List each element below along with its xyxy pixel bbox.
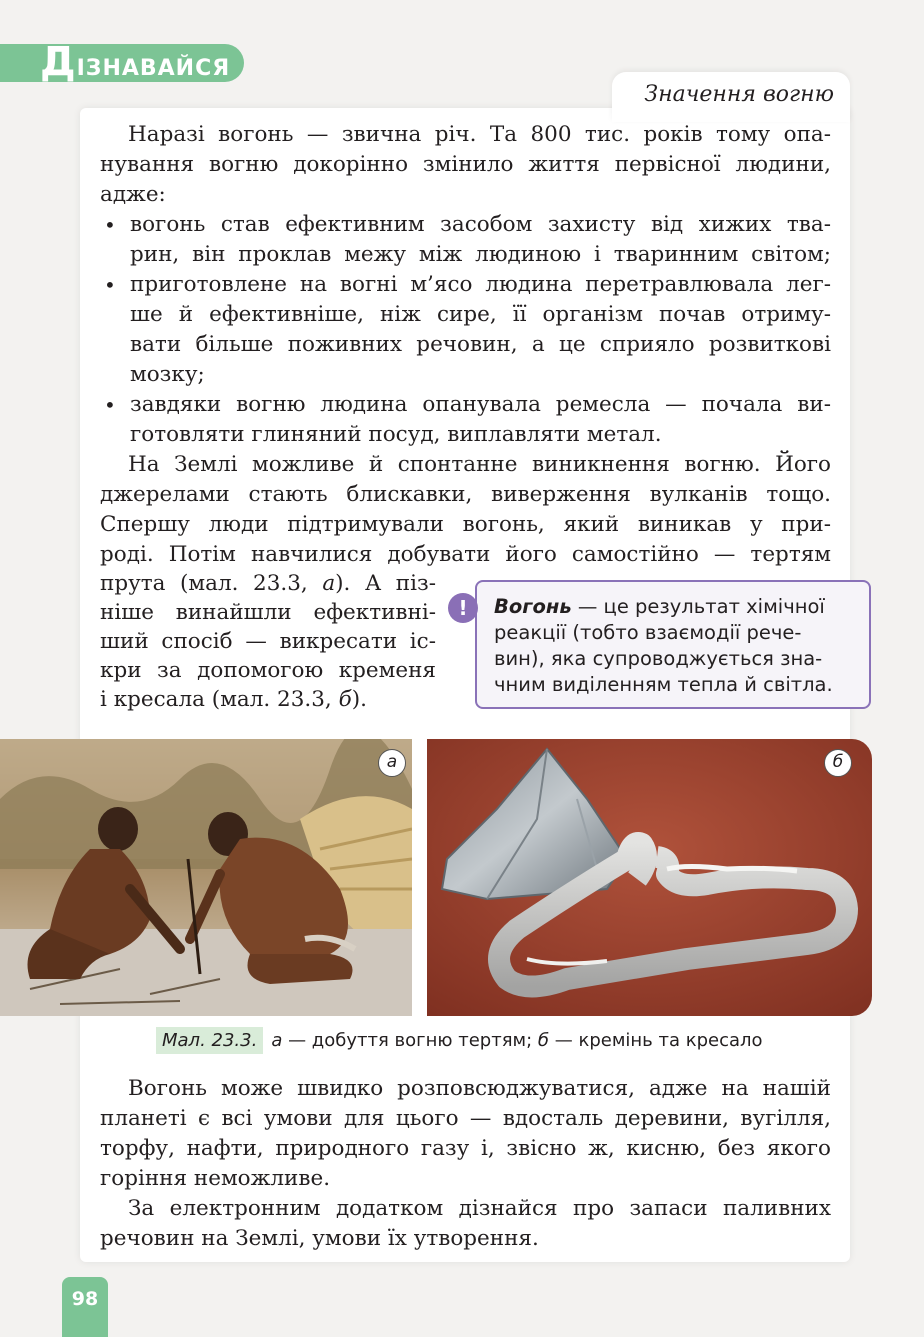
list-item-line: мозку; [130,362,205,387]
photo-fire-making [0,739,412,1016]
caption-label: Мал. 23.3. [156,1027,263,1054]
definition-line: вин), яка супроводжується зна- [494,647,823,670]
list-item-line: приготовлене на вогні м’ясо людина перетравлювала лег- [130,272,831,297]
paragraph-line: нування вогню докорінно змінило життя первісної людини, [100,152,831,177]
list-item-line: рин, він проклав межу між людиною і тваринним світом; [130,242,831,267]
fire-making-illustration [0,739,412,1016]
paragraph-line: торфу, нафти, природного газу і, звісно ж, кисню, без якого [100,1136,831,1161]
list-item-line: ше й ефективніше, ніж сире, її організм почав отриму- [130,302,831,327]
paragraph-line: планеті є всі умови для цього — вдосталь деревини, вугілля, [100,1106,831,1131]
paragraph-line: ший спосіб — викресати іс- [100,629,436,654]
paragraph-line: ніше винайшли ефективні- [100,600,436,625]
paragraph-line: речовин на Землі, умови їх утворення. [100,1226,539,1251]
paragraph-line: Спершу люди підтримували вогонь, який виникав у при- [100,512,831,537]
exclamation-icon: ! [448,593,478,623]
paragraph-line: адже: [100,182,166,207]
paragraph-line: На Землі можливе й спонтанне виникнення вогню. Його [128,452,831,477]
paragraph-line: Вогонь може швидко розповсюджуватися, адже на нашій [128,1076,831,1101]
bullet-icon: • [104,393,116,417]
list-item-line: вати більше поживних речовин, а це сприяло розвиткові [130,332,831,357]
paragraph-line: За електронним додатком дізнайся про запаси паливних [128,1196,831,1221]
paragraph-line: джерелами стають блискавки, виверження вулканів тощо. [100,482,831,507]
page-number: 98 [71,1288,99,1310]
figure-caption: Мал. 23.3. а — добуття вогню тертям; б — кремінь та кресало [156,1027,763,1054]
paragraph-line: прута (мал. 23.3, а). А піз- [100,571,436,596]
list-item-line: готовляти глиняний посуд, виплавляти метал. [130,422,662,447]
definition-line: Вогонь — це результат хімічної [494,595,825,618]
bullet-icon: • [104,273,116,297]
bullet-icon: • [104,213,116,237]
figure-label-b: б [824,749,852,777]
list-item-line: вогонь став ефективним засобом захисту від хижих тва- [130,212,831,237]
paragraph-line: і кресала (мал. 23.3, б). [100,687,367,712]
paragraph-line: Наразі вогонь — звична річ. Та 800 тис. років тому опа- [128,122,831,147]
list-item-line: завдяки вогню людина опанувала ремесла — почала ви- [130,392,831,417]
flint-steel-illustration [427,739,872,1016]
banner-first-letter: Д [40,39,77,85]
definition-line: чним виділенням тепла й світла. [494,673,833,696]
photo-flint-and-steel [427,739,872,1016]
paragraph-line: роді. Потім навчилися добувати його самостійно — тертям [100,542,831,567]
paragraph-line: горіння неможливе. [100,1166,331,1191]
section-banner-title [40,39,231,85]
paragraph-line: кри за допомогою кременя [100,658,436,683]
section-title: Значення вогню [644,82,834,107]
definition-line: реакції (тобто взаємодії рече- [494,621,802,644]
definition-term: Вогонь [494,595,572,618]
banner-title-rest: ІЗНАВАЙСЯ [76,56,231,81]
figure-label-a: а [378,749,406,777]
